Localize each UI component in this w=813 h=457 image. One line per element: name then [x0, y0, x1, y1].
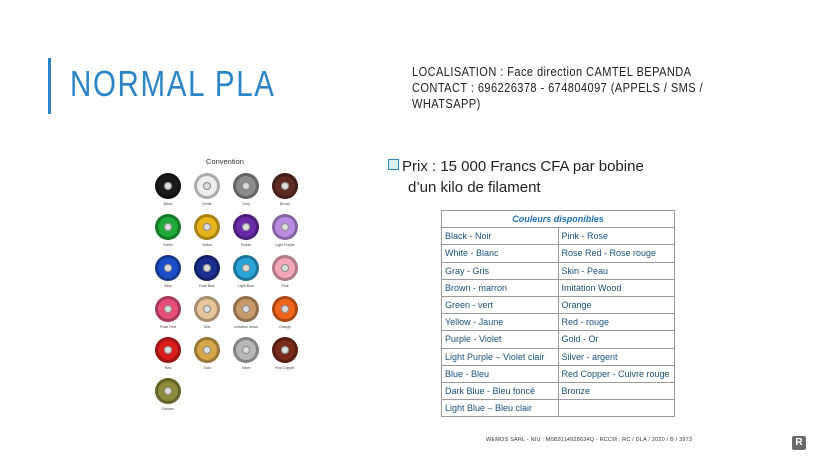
table-cell-right: Pink - Rose [558, 228, 675, 245]
table-row [442, 400, 675, 417]
spool-label: White [202, 202, 212, 206]
spool-label: Purple [240, 243, 252, 247]
filament-spool-icon [272, 214, 298, 240]
filament-spool-icon [233, 296, 259, 322]
filament-spool-icon [194, 173, 220, 199]
table-cell-right: Gold - Or [558, 331, 675, 348]
table-row [442, 296, 675, 313]
spool-label: Dark Blue [199, 284, 215, 288]
table-cell-left: Purple - Violet [442, 331, 559, 348]
table-cell-left: Light Blue – Bleu clair [442, 400, 559, 417]
spool-label: Rose Red [160, 325, 176, 329]
filament-spool-icon [272, 255, 298, 281]
table-cell-right: Orange [558, 296, 675, 313]
spool-label: Yellow [201, 243, 213, 247]
filament-spool-icon [233, 255, 259, 281]
spool-label: Pink [281, 284, 289, 288]
footer-legal-text: WEMOS SARL - NIU : M082014928634Q - RCCM : RC / DLA / 2020 / B / 3973 [486, 437, 693, 443]
table-cell-left: Dark Blue - Bleu foncé [442, 382, 559, 399]
price-line-2: d’un kilo de filament [408, 179, 541, 196]
table-cell-right: Rose Red - Rose rouge [558, 245, 675, 262]
table-cell-right: Imitation Wood [558, 279, 675, 296]
table-cell-left: Brown - marron [442, 279, 559, 296]
spool-label: Blue [164, 284, 172, 288]
spool-label: Silver [241, 366, 251, 370]
filament-spool-icon [194, 337, 220, 363]
table-cell-right: Skin - Peau [558, 262, 675, 279]
table-cell-right: Silver - argent [558, 348, 675, 365]
spool-label: Skin [203, 325, 211, 329]
spool-label: Gold [203, 366, 211, 370]
price-block [388, 156, 718, 198]
filament-spool-icon [155, 255, 181, 281]
swatch-title: Convention [206, 157, 244, 166]
table-cell-left: White - Blanc [442, 245, 559, 262]
spool-label: Green [163, 243, 173, 247]
colors-table [441, 210, 675, 417]
table-row [442, 365, 675, 382]
spool-label: Orange [279, 325, 291, 329]
filament-spool-icon [272, 173, 298, 199]
page-title: NORMAL PLA [70, 63, 276, 104]
spool-label: Red [164, 366, 172, 370]
table-row [442, 245, 675, 262]
table-row [442, 228, 675, 245]
spool-label: Imitation wood [234, 325, 258, 329]
contact-phone-cont: WHATSAPP) [412, 96, 481, 111]
checkbox-bullet-icon [388, 159, 399, 170]
spool-label: Grey [242, 202, 250, 206]
filament-spool-icon [155, 296, 181, 322]
table-cell-left: Green - vert [442, 296, 559, 313]
spool-label: Light Purple [275, 243, 295, 247]
filament-spool-icon [233, 337, 259, 363]
filament-spool-icon [272, 296, 298, 322]
filament-spool-icon [194, 255, 220, 281]
table-row [442, 348, 675, 365]
table-cell-left: Black - Noir [442, 228, 559, 245]
table-cell-right [558, 400, 675, 417]
filament-spool-icon [155, 337, 181, 363]
filament-spool-icon [155, 378, 181, 404]
table-row [442, 262, 675, 279]
table-cell-left: Gray - Gris [442, 262, 559, 279]
table-cell-left: Blue - Bleu [442, 365, 559, 382]
table-cell-right: Bronze [558, 382, 675, 399]
table-row [442, 331, 675, 348]
title-accent-bar [48, 58, 51, 114]
brand-logo-icon: R [792, 436, 806, 450]
spool-label: Brown [279, 202, 291, 206]
filament-spool-icon [233, 173, 259, 199]
color-swatch-image [150, 157, 305, 423]
filament-spool-icon [155, 214, 181, 240]
contact-location: LOCALISATION : Face direction CAMTEL BEPANDA [412, 64, 692, 79]
table-cell-left: Yellow - Jaune [442, 314, 559, 331]
contact-phone: CONTACT : 696226378 - 674804097 (APPELS / SMS / [412, 80, 704, 95]
filament-spool-icon [194, 296, 220, 322]
table-cell-right: Red Copper - Cuivre rouge [558, 365, 675, 382]
filament-spool-icon [155, 173, 181, 199]
spool-label: Red Copper [275, 366, 295, 370]
spool-label: Black [163, 202, 173, 206]
table-row [442, 279, 675, 296]
table-row [442, 382, 675, 399]
filament-spool-icon [194, 214, 220, 240]
contact-block [412, 64, 792, 112]
filament-spool-icon [233, 214, 259, 240]
filament-spool-icon [272, 337, 298, 363]
table-cell-right: Red - rouge [558, 314, 675, 331]
spool-label: Light Blue [238, 284, 254, 288]
table-row [442, 314, 675, 331]
table-cell-left: Light Purple – Violet clair [442, 348, 559, 365]
price-line-1: Prix : 15 000 Francs CFA par bobine [402, 158, 644, 175]
spool-label: Bronze [162, 407, 174, 411]
colors-table-header: Couleurs disponibles [442, 211, 675, 228]
